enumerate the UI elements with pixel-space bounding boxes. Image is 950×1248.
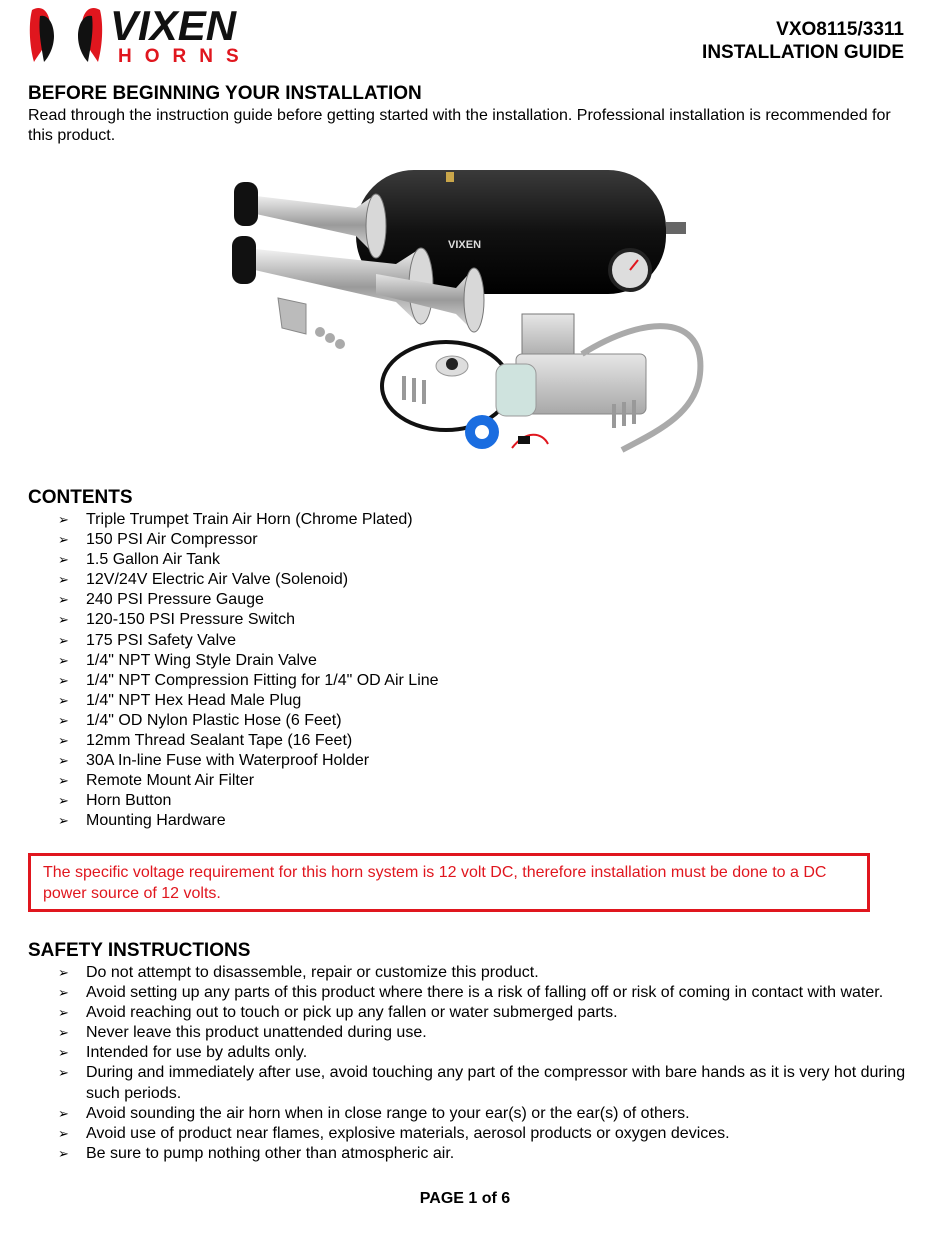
bullet-arrow-icon: ➢ [58,1065,69,1081]
bullet-arrow-icon: ➢ [58,773,69,789]
list-item: ➢ Do not attempt to disassemble, repair or customize this product. [58,963,908,983]
list-item: ➢ Mounting Hardware [58,811,439,831]
bullet-arrow-icon: ➢ [58,552,69,568]
voltage-warning-text: The specific voltage requirement for this horn system is 12 volt DC, therefore installation must be done to a DC power source of 12 volts. [43,864,827,902]
list-item: ➢ 120-150 PSI Pressure Switch [58,610,439,630]
document-header [702,18,904,64]
intro-text: Read through the instruction guide before getting started with the installation. Professional installation is recommended for this product. [28,107,891,144]
bullet-arrow-icon: ➢ [58,632,69,648]
bullet-arrow-icon: ➢ [58,1045,69,1061]
bullet-arrow-icon: ➢ [58,612,69,628]
voltage-warning-box [28,853,870,912]
list-item: ➢ Never leave this product unattended during use. [58,1023,908,1043]
list-item: ➢ 1/4" NPT Hex Head Male Plug [58,691,439,711]
list-item: ➢ 1/4" NPT Wing Style Drain Valve [58,651,439,671]
product-kit-image [226,164,708,466]
bullet-arrow-icon: ➢ [58,753,69,769]
bullet-arrow-icon: ➢ [58,1145,69,1161]
bullet-arrow-icon: ➢ [58,672,69,688]
list-item: ➢ Intended for use by adults only. [58,1043,908,1063]
list-item: ➢ Horn Button [58,791,439,811]
list-item: ➢ 1/4" OD Nylon Plastic Hose (6 Feet) [58,711,439,731]
list-item: ➢ 175 PSI Safety Valve [58,631,439,651]
bullet-arrow-icon: ➢ [58,1005,69,1021]
bullet-arrow-icon: ➢ [58,1105,69,1121]
model-number: VXO8115/3311 [776,19,904,40]
bullet-arrow-icon: ➢ [58,985,69,1001]
bullet-arrow-icon: ➢ [58,532,69,548]
list-item: ➢ 1/4" NPT Compression Fitting for 1/4" OD Air Line [58,671,439,691]
logo-word: VIXEN [110,2,237,49]
bullet-arrow-icon: ➢ [58,1125,69,1141]
vixen-horns-logo [28,2,278,66]
list-item: ➢ Triple Trumpet Train Air Horn (Chrome Plated) [58,510,439,530]
list-item: ➢ During and immediately after use, avoid touching any part of the compressor with bare hands as it is very hot during such periods. [58,1064,906,1102]
list-item: ➢ 1.5 Gallon Air Tank [58,550,439,570]
doc-title: INSTALLATION GUIDE [702,42,904,63]
bullet-arrow-icon: ➢ [58,733,69,749]
contents-heading: CONTENTS [28,487,133,508]
safety-heading: SAFETY INSTRUCTIONS [28,940,251,961]
bullet-arrow-icon: ➢ [58,712,69,728]
bullet-arrow-icon: ➢ [58,965,69,980]
list-item: ➢ 240 PSI Pressure Gauge [58,590,439,610]
intro-heading: BEFORE BEGINNING YOUR INSTALLATION [28,83,422,104]
bullet-arrow-icon: ➢ [58,512,69,527]
bullet-arrow-icon: ➢ [58,1025,69,1041]
list-item: ➢ Avoid use of product near flames, explosive materials, aerosol products or oxygen devices. [58,1124,908,1144]
page-number: PAGE 1 of 6 [419,1190,511,1207]
bullet-arrow-icon: ➢ [58,813,69,829]
bullet-arrow-icon: ➢ [58,572,69,588]
list-item: ➢ Avoid setting up any parts of this product where there is a risk of falling off or risk of coming in contact with water. [58,983,908,1003]
bullet-arrow-icon: ➢ [58,793,69,809]
list-item: ➢ 12V/24V Electric Air Valve (Solenoid) [58,570,439,590]
safety-list [58,963,908,1164]
list-item: ➢ 30A In-line Fuse with Waterproof Holder [58,751,439,771]
list-item: ➢ Avoid sounding the air horn when in close range to your ear(s) or the ear(s) of others. [58,1104,908,1124]
bullet-arrow-icon: ➢ [58,692,69,708]
list-item: ➢ 12mm Thread Sealant Tape (16 Feet) [58,731,439,751]
contents-list [58,510,439,832]
bullet-arrow-icon: ➢ [58,652,69,668]
svg-text:VIXEN: VIXEN [448,239,482,251]
logo-graphic [28,2,278,66]
list-item: ➢ Avoid reaching out to touch or pick up any fallen or water submerged parts. [58,1003,908,1023]
list-item: ➢ Remote Mount Air Filter [58,771,439,791]
list-item: ➢ 150 PSI Air Compressor [58,530,439,550]
bullet-arrow-icon: ➢ [58,592,69,608]
list-item: ➢ Be sure to pump nothing other than atmospheric air. [58,1144,908,1164]
logo-sub: HORNS [118,46,252,66]
